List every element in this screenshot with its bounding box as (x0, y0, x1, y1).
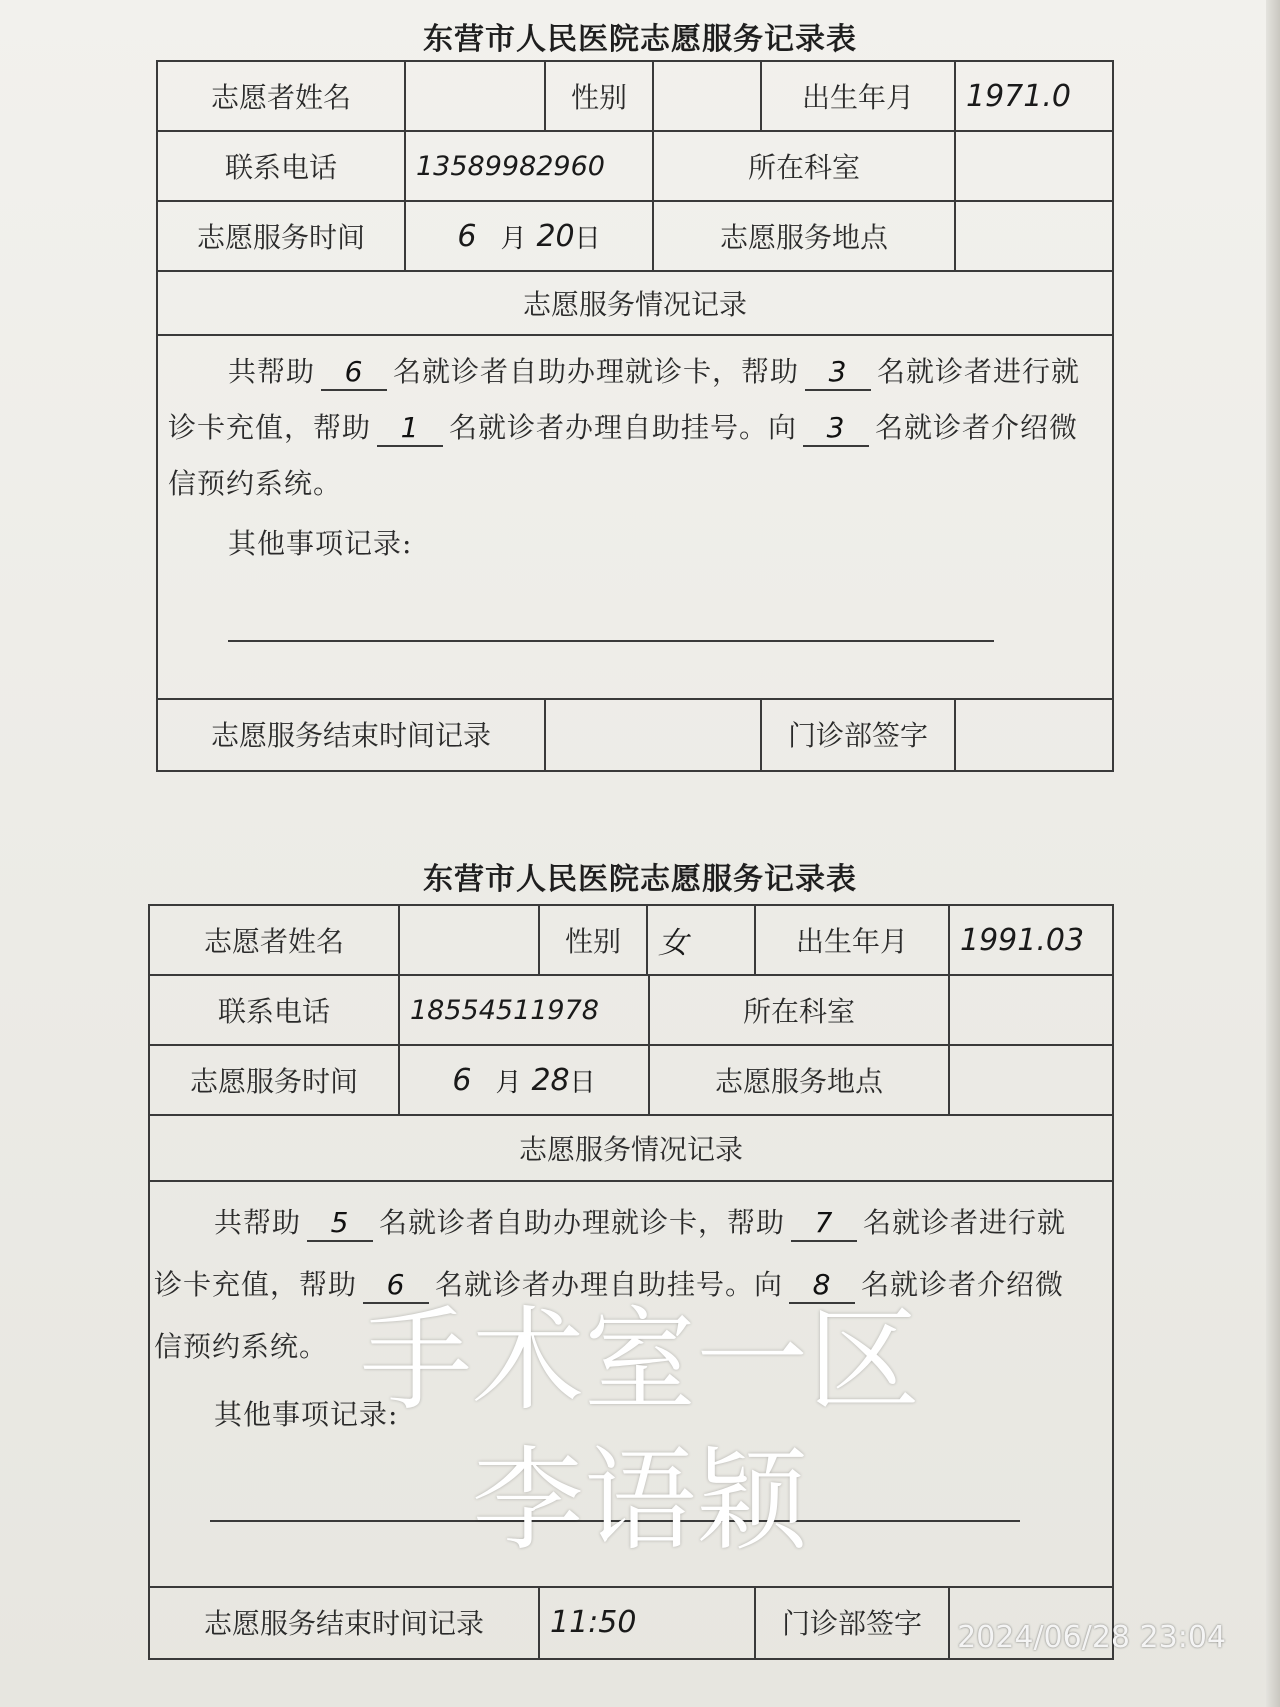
name-value (406, 62, 546, 132)
form-title: 东营市人民医院志愿服务记录表 (423, 862, 857, 897)
name-value (400, 906, 540, 976)
sentence-part-6: 名就诊者介绍微 (875, 411, 1079, 444)
register-count: 1 (377, 411, 443, 447)
service-time-value (406, 202, 654, 272)
service-time-value (400, 1046, 650, 1116)
wechat-count: 3 (803, 411, 869, 447)
sentence-part-2: 名就诊者自助办理就诊卡，帮助 (379, 1206, 786, 1239)
watermark-name: 李语颖 (472, 1436, 808, 1566)
sentence-part-6: 名就诊者介绍微 (861, 1268, 1065, 1301)
wechat-count: 8 (789, 1268, 855, 1304)
other-label: 其他事项记录: (228, 527, 413, 560)
month-char: 月 (495, 1067, 522, 1098)
department-value (956, 132, 1112, 202)
phone-label: 联系电话 (150, 976, 400, 1046)
signature-label: 门诊部签字 (756, 1586, 950, 1658)
card-count: 6 (321, 355, 387, 391)
volunteer-form-1 (0, 0, 1280, 780)
other-label: 其他事项记录: (214, 1398, 399, 1431)
service-month: 6 (457, 218, 477, 254)
end-time-value (546, 698, 762, 770)
end-time-label: 志愿服务结束时间记录 (150, 1586, 540, 1658)
watermark-department: 手术室一区 (360, 1296, 920, 1426)
service-month: 6 (452, 1062, 472, 1098)
service-time-label: 志愿服务时间 (150, 1046, 400, 1116)
phone-label: 联系电话 (158, 132, 406, 202)
photo-timestamp: 2024/06/28 23:04 (957, 1620, 1226, 1655)
service-place-value (956, 202, 1112, 272)
end-time-label: 志愿服务结束时间记录 (158, 698, 546, 770)
register-count: 6 (363, 1268, 429, 1304)
name-label: 志愿者姓名 (150, 906, 400, 976)
section-title: 志愿服务情况记录 (158, 272, 1112, 336)
form-title: 东营市人民医院志愿服务记录表 (423, 22, 857, 57)
sentence-part-5: 名就诊者办理自助挂号。向 (449, 411, 798, 444)
service-place-value (950, 1046, 1112, 1116)
sentence-part-7: 信预约系统。 (154, 1330, 329, 1363)
birth-label: 出生年月 (762, 62, 956, 132)
phone-value: 13589982960 (406, 132, 654, 202)
other-line-1 (228, 640, 994, 642)
sentence-part-5: 名就诊者办理自助挂号。向 (435, 1268, 784, 1301)
name-label: 志愿者姓名 (158, 62, 406, 132)
sentence-part-4: 诊卡充值，帮助 (168, 411, 372, 444)
gender-label: 性别 (546, 62, 654, 132)
card-count: 5 (307, 1206, 373, 1242)
gender-value: 女 (648, 906, 756, 976)
sentence-part-3: 名就诊者进行就 (863, 1206, 1067, 1239)
day-char: 日 (574, 223, 601, 254)
service-day: 20 (536, 218, 575, 254)
recharge-count: 3 (805, 355, 871, 391)
end-time-value: 11:50 (540, 1586, 756, 1658)
sentence-part-7: 信预约系统。 (168, 467, 343, 500)
gender-label: 性别 (540, 906, 648, 976)
form-table (156, 60, 1114, 772)
sentence-part-2: 名就诊者自助办理就诊卡，帮助 (393, 355, 800, 388)
department-value (950, 976, 1112, 1046)
signature-label: 门诊部签字 (762, 698, 956, 770)
gender-value (654, 62, 762, 132)
section-title: 志愿服务情况记录 (150, 1116, 1112, 1182)
birth-value: 1991.03 (950, 906, 1112, 976)
phone-value: 18554511978 (400, 976, 650, 1046)
sentence-part-1: 共帮助 (214, 1206, 302, 1239)
service-record-text (168, 344, 1098, 572)
service-place-label: 志愿服务地点 (654, 202, 956, 272)
department-label: 所在科室 (654, 132, 956, 202)
birth-value: 1971.0 (956, 62, 1112, 132)
service-place-label: 志愿服务地点 (650, 1046, 950, 1116)
birth-label: 出生年月 (756, 906, 950, 976)
service-day: 28 (531, 1062, 570, 1098)
signature-value (956, 698, 1112, 770)
sentence-part-1: 共帮助 (228, 355, 316, 388)
department-label: 所在科室 (650, 976, 950, 1046)
sentence-part-4: 诊卡充值，帮助 (154, 1268, 358, 1301)
day-char: 日 (569, 1067, 596, 1098)
month-char: 月 (500, 223, 527, 254)
service-time-label: 志愿服务时间 (158, 202, 406, 272)
sentence-part-3: 名就诊者进行就 (877, 355, 1081, 388)
recharge-count: 7 (791, 1206, 857, 1242)
